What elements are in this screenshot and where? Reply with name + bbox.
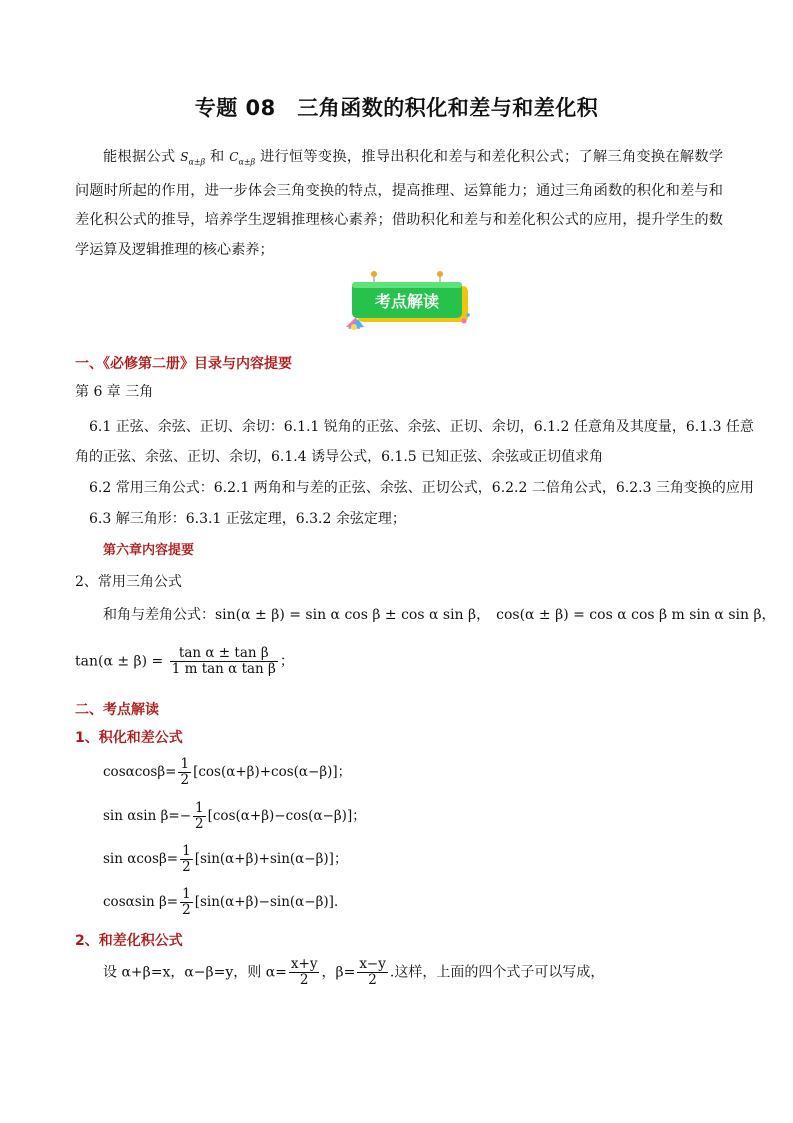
intro-text-rest: 进行恒等变换，推导出积化和差与和差化积公式；了解三角变换在解数学问题时所起的作用，进一步体会三角变换的特点，提高推理、运算能力；通过三角函数的积化和差与和差化积公式的推导，培养学生逻辑推理核心素养；借助积化和差与和差化积公式的应用，提升学生的数学运算及逻辑推理的核心素养； [75, 149, 724, 258]
product-to-sum-heading: 1、积化和差公式 [75, 730, 183, 746]
sin-sum-formula: sin(α ± β) = sin α cos β ± cos α sin β [215, 607, 477, 623]
common-formulas-heading: 2、常用三角公式 [75, 574, 182, 590]
sum-to-product-heading: 2、和差化积公式 [75, 933, 183, 949]
formula-cos-sin: cosαsin β= $\frac{1}{2}$ [sin(α+β)−sin(α−β)]． [103, 886, 348, 918]
formula-sin-sin: sin αsin β=− $\frac{1}{2}$ [cos(α+β)−cos(α−β)]； [103, 800, 366, 832]
kaodian-badge [342, 269, 472, 335]
intro-text-start: 能根据公式 [103, 149, 181, 165]
formula-sin-cos: sin αcosβ= $\frac{1}{2}$ [sin(α+β)+sin(α−β)]； [103, 843, 348, 875]
section-heading-catalog: 一、《必修第二册》目录与内容提要 [75, 356, 292, 372]
chapter-line: 第 6 章 三角 [75, 384, 154, 400]
sum-diff-label: 和角与差角公式： [103, 607, 215, 623]
formula-cos-cos: cosαcosβ= $\frac{1}{2}$ [cos(α+β)+cos(α−β)]； [103, 756, 352, 788]
pin-left-icon [371, 271, 377, 277]
sum-diff-formula-line: 和角与差角公式：sin(α ± β) = sin α cos β ± cos α sin β， cos(α ± β) = cos α cos β m sin α sin β， [103, 607, 776, 623]
toc-6-1-line-b: 角的正弦、余弦、正切、余切，6.1.4 诱导公式，6.1.5 已知正弦、余弦或正切值求角 [75, 449, 604, 465]
substitution-line: 设 α+β=x，α−β=y，则 α= $\frac{x+y}{2}$ ，β= $\frac{x-y}{2}$ .这样，上面的四个式子可以写成， [103, 956, 605, 988]
pin-right-icon [437, 271, 443, 277]
page-title: 专题 08 三角函数的积化和差与和差化积 [194, 96, 599, 120]
toc-6-2-line: 6.2 常用三角公式：6.2.1 两角和与差的正弦、余弦、正切公式，6.2.2 二倍角公式，6.2.3 三角变换的应用 [89, 480, 754, 496]
tan-sum-formula: tan(α ± β) = $\frac{\text{tan α ± tan β}}{\text{1 m tan α tan β}}$ ； [75, 645, 294, 677]
toc-6-3-line: 6.3 解三角形：6.3.1 正弦定理，6.3.2 余弦定理； [89, 511, 406, 527]
chapter-summary-heading: 第六章内容提要 [103, 543, 195, 558]
intro-text-and: 和 [205, 149, 230, 165]
badge-label: 考点解读 [374, 292, 440, 311]
toc-6-1-line-a: 6.1 正弦、余弦、正切、余切：6.1.1 锐角的正弦、余弦、正切、余切，6.1.2 任意角及其度量，6.1.3 任意 [89, 419, 754, 435]
s-formula-symbol: $S_{\alpha\pm\beta}$ [180, 150, 206, 167]
section-heading-kaodian: 二、考点解读 [75, 702, 159, 718]
intro-paragraph [75, 143, 723, 265]
badge-graphic [342, 269, 472, 335]
c-formula-symbol: $C_{\alpha\pm\beta}$ [229, 150, 256, 167]
cos-sum-formula: cos(α ± β) = cos α cos β m sin α sin β [496, 607, 762, 623]
